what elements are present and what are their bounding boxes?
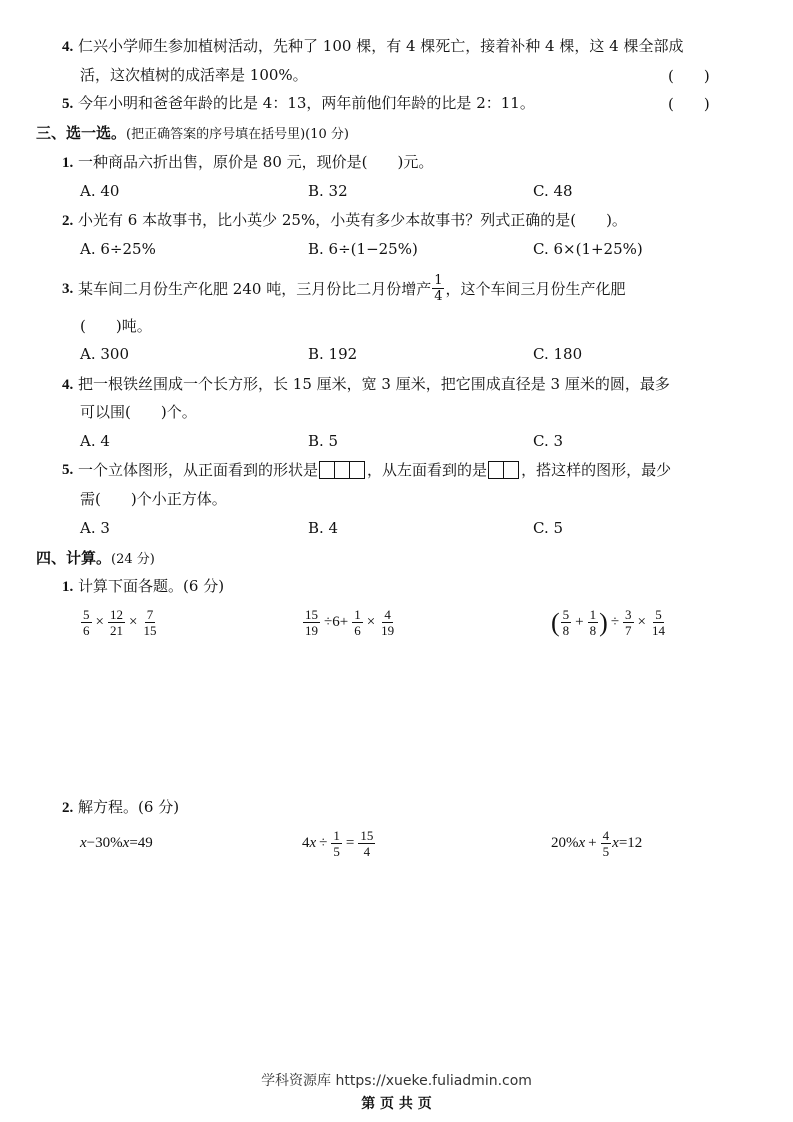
question-number: 5. xyxy=(62,96,74,112)
question-text-cont: ，这个车间三月份生产化肥 xyxy=(445,279,626,298)
question-text: 今年小明和爸爸年龄的比是 4：13，两年前他们年龄的比是 2：11。 xyxy=(78,94,535,112)
question-text-cont: ，从左面看到的是 xyxy=(367,461,488,479)
mc-q5 xyxy=(62,460,671,480)
section-note: (把正确答案的序号填在括号里)(10 分) xyxy=(126,127,349,142)
calc-expression-3: ( $\frac{5}{8}$ + $\frac{1}{8}$ ) ÷ $\frac{3}{7}$ × $\frac{5}{14}$ xyxy=(551,607,666,638)
option-a: A. 300 xyxy=(80,345,129,363)
question-number: 3. xyxy=(62,280,74,297)
option-a: A. 3 xyxy=(80,519,110,537)
mc-q4 xyxy=(62,374,670,395)
question-text: 一个立体图形，从正面看到的形状是 xyxy=(78,461,319,479)
mc-q3 xyxy=(62,273,626,304)
option-b: B. 192 xyxy=(308,345,358,363)
equation-2: 4 x ÷ $\frac{1}{5}$ = $\frac{15}{4}$ xyxy=(302,828,374,859)
judge-q4-line1 xyxy=(62,36,683,57)
left-view-shape xyxy=(489,461,519,479)
question-text: 把一根铁丝围成一个长方形，长 15 厘米，宽 3 厘米，把它围成直径是 3 厘米的圆，最多 xyxy=(78,375,670,393)
answer-paren: ( ) xyxy=(668,95,710,113)
mc-q5-line2: 需( )个小正方体。 xyxy=(80,490,227,508)
option-a: A. 4 xyxy=(80,432,110,450)
option-b: B. 4 xyxy=(308,519,339,537)
option-b: B. 5 xyxy=(308,432,339,450)
judge-q4-line2: 活，这次植树的成活率是 100%。 xyxy=(80,66,308,84)
section-title: 四、计算。 xyxy=(36,549,112,567)
calc-part1 xyxy=(62,576,224,597)
calc-expression-1: $\frac{5}{6}$ × $\frac{12}{21}$ × $\frac{7}{15}$ xyxy=(83,607,157,638)
question-text: 小光有 6 本故事书，比小英少 25%，小英有多少本故事书？列式正确的是( )。 xyxy=(78,211,627,229)
section-score: (24 分) xyxy=(111,552,155,567)
question-number: 1. xyxy=(62,579,74,595)
question-number: 4. xyxy=(62,377,74,393)
question-text: 计算下面各题。(6 分) xyxy=(78,577,225,595)
footer-site: 学科资源库 https://xueke.fuliadmin.com xyxy=(261,1073,532,1089)
section-4-heading xyxy=(36,547,155,568)
question-number: 2. xyxy=(62,213,74,229)
mc-q1 xyxy=(62,152,433,173)
option-b: B. 6÷(1−25%) xyxy=(308,240,418,258)
calc-expression-2: $\frac{15}{19}$ ÷6+ $\frac{1}{6}$ × $\frac{4}{19}$ xyxy=(305,607,395,638)
question-number: 5. xyxy=(62,462,74,478)
question-text: 仁兴小学师生参加植树活动，先种了 100 棵，有 4 棵死亡，接着补种 4 棵，这 4 棵全部成 xyxy=(78,37,684,55)
fraction: $\frac{1}{4}$ xyxy=(434,273,443,304)
option-c: C. 3 xyxy=(533,432,564,450)
equation-3: 20% x + $\frac{4}{5}$ x =12 xyxy=(551,828,643,859)
option-c: C. 48 xyxy=(533,182,573,200)
question-text: 解方程。(6 分) xyxy=(78,798,180,816)
mc-q4-line2: 可以围( )个。 xyxy=(80,403,197,421)
question-text: 某车间二月份生产化肥 240 吨，三月份比二月份增产 xyxy=(78,279,432,298)
option-a: A. 6÷25% xyxy=(80,240,156,258)
option-a: A. 40 xyxy=(80,182,120,200)
option-b: B. 32 xyxy=(308,182,348,200)
question-number: 2. xyxy=(62,800,74,816)
judge-q5 xyxy=(62,93,535,114)
calc-part2 xyxy=(62,797,179,818)
question-text-cont: ，搭这样的图形，最少 xyxy=(521,461,672,479)
option-c: C. 180 xyxy=(533,345,583,363)
front-view-shape xyxy=(320,461,365,479)
option-c: C. 6×(1+25%) xyxy=(533,240,643,258)
equation-1: x −30% x =49 xyxy=(80,835,153,851)
mc-q3-line2: ( )吨。 xyxy=(80,317,152,335)
answer-paren: ( ) xyxy=(668,67,710,85)
question-number: 1. xyxy=(62,155,74,171)
section-3-heading xyxy=(36,122,349,143)
mc-q2 xyxy=(62,210,627,231)
question-text: 一种商品六折出售，原价是 80 元，现价是( )元。 xyxy=(78,153,434,171)
footer-page: 第 页 共 页 xyxy=(361,1096,432,1112)
option-c: C. 5 xyxy=(533,519,564,537)
section-title: 三、选一选。 xyxy=(36,124,127,142)
question-number: 4. xyxy=(62,39,74,55)
